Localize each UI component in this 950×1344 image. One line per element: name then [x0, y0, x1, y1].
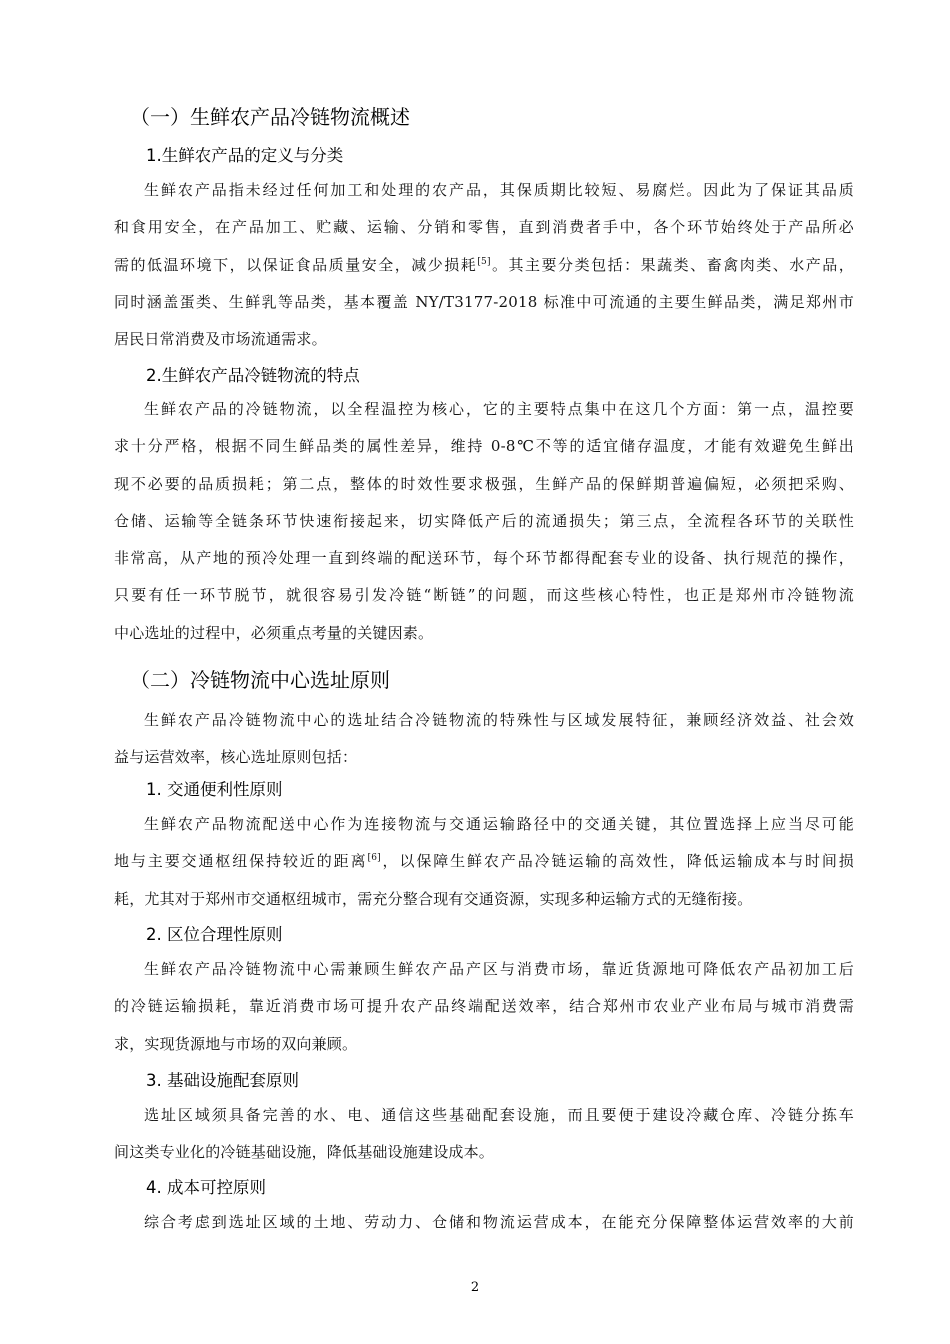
text-line: 耗，尤其对于郑州市交通枢纽城市，需充分整合现有交通资源，实现多种运输方式的无缝衔接。: [114, 889, 753, 908]
text-line: 现不必要的品质损耗；第二点，整体的时效性要求极强，生鲜产品的保鲜期普遍偏短，必须把采购、: [114, 474, 854, 493]
text-segment: 地与主要交通枢纽保持较近的距离: [114, 852, 368, 871]
text-line: 生鲜农产品冷链物流中心需兼顾生鲜农产品产区与消费市场，靠近货源地可降低农产品初加工后: [144, 960, 854, 978]
text-segment: 。其主要分类包括：果蔬类、畜禽肉类、水产品，: [490, 255, 855, 274]
subsection-heading-transport: 1. 交通便利性原则: [146, 780, 283, 799]
section-heading-2: （二）冷链物流中心选址原则: [130, 668, 390, 692]
page-number: 2: [470, 1280, 480, 1295]
text-line: 同时涵盖蛋类、生鲜乳等品类，基本覆盖 NY/T3177-2018 标准中可流通的主要生鲜品类，满足郑州市: [114, 292, 854, 311]
paragraph-transport: [114, 806, 854, 918]
text-line: 居民日常消费及市场流通需求。: [114, 330, 327, 349]
paragraph-cost: [114, 1204, 854, 1241]
text-line: 益与运营效率，核心选址原则包括：: [114, 748, 358, 767]
subsection-heading-infrastructure: 3. 基础设施配套原则: [146, 1071, 299, 1090]
text-line: 选址区域须具备完善的水、电、通信这些基础配套设施，而且要便于建设冷藏仓库、冷链分拣车: [144, 1106, 854, 1124]
text-segment: 需的低温环境下，以保证食品质量安全，减少损耗: [114, 255, 478, 274]
text-line: 中心选址的过程中，必须重点考量的关键因素。: [114, 623, 434, 642]
subsection-heading-cost: 4. 成本可控原则: [146, 1178, 266, 1197]
text-line: 生鲜农产品冷链物流中心的选址结合冷链物流的特殊性与区域发展特征，兼顾经济效益、社会效: [144, 711, 854, 729]
section-heading-1: （一）生鲜农产品冷链物流概述: [130, 105, 410, 129]
text-line: 综合考虑到选址区域的土地、劳动力、仓储和物流运营成本，在能充分保障整体运营效率的大前: [144, 1213, 854, 1231]
paragraph-location: [114, 951, 854, 1063]
subsection-heading-features: 2.生鲜农产品冷链物流的特点: [146, 366, 360, 385]
text-line: 和食用安全，在产品加工、贮藏、运输、分销和零售，直到消费者手中，各个环节始终处于产品所必: [114, 218, 854, 237]
text-line: 生鲜农产品的冷链物流，以全程温控为核心，它的主要特点集中在这几个方面：第一点，温控要: [144, 400, 854, 418]
text-line: 生鲜农产品物流配送中心作为连接物流与交通运输路径中的交通关键，其位置选择上应当尽可能: [144, 815, 854, 833]
paragraph-principles-intro: [114, 702, 854, 777]
paragraph-features: [114, 391, 854, 652]
text-line: 的冷链运输损耗，靠近消费市场可提升农产品终端配送效率，结合郑州市农业产业布局与城市消费需: [114, 997, 854, 1016]
text-line: 生鲜农产品指未经过任何加工和处理的农产品，其保质期比较短、易腐烂。因此为了保证其品质: [144, 181, 854, 199]
text-segment: ，以保障生鲜农产品冷链运输的高效性，降低运输成本与时间损: [380, 852, 854, 871]
citation-ref: [6]: [367, 853, 381, 864]
text-line: 非常高，从产地的预冷处理一直到终端的配送环节，每个环节都得配套专业的设备、执行规范的操作，: [114, 549, 854, 568]
text-line: [114, 247, 854, 284]
citation-ref: [5]: [477, 256, 491, 267]
text-line: 求十分严格，根据不同生鲜品类的属性差异，维持 0-8℃不等的适宜储存温度，才能有效避免生鲜出: [114, 437, 854, 456]
paragraph-definition: [114, 172, 854, 358]
text-line: 仓储、运输等全链条环节快速衔接起来，切实降低产后的流通损失；第三点，全流程各环节的关联性: [114, 511, 854, 530]
text-line: 求，实现货源地与市场的双向兼顾。: [114, 1034, 358, 1053]
text-line: [114, 843, 854, 880]
text-line: 间这类专业化的冷链基础设施，降低基础设施建设成本。: [114, 1143, 495, 1162]
paragraph-infrastructure: [114, 1097, 854, 1172]
subsection-heading-location: 2. 区位合理性原则: [146, 925, 283, 944]
subsection-heading-definition: 1.生鲜农产品的定义与分类: [146, 146, 344, 165]
text-line: 只要有任一环节脱节，就很容易引发冷链“断链”的问题，而这些核心特性，也正是郑州市冷链物流: [114, 586, 854, 605]
